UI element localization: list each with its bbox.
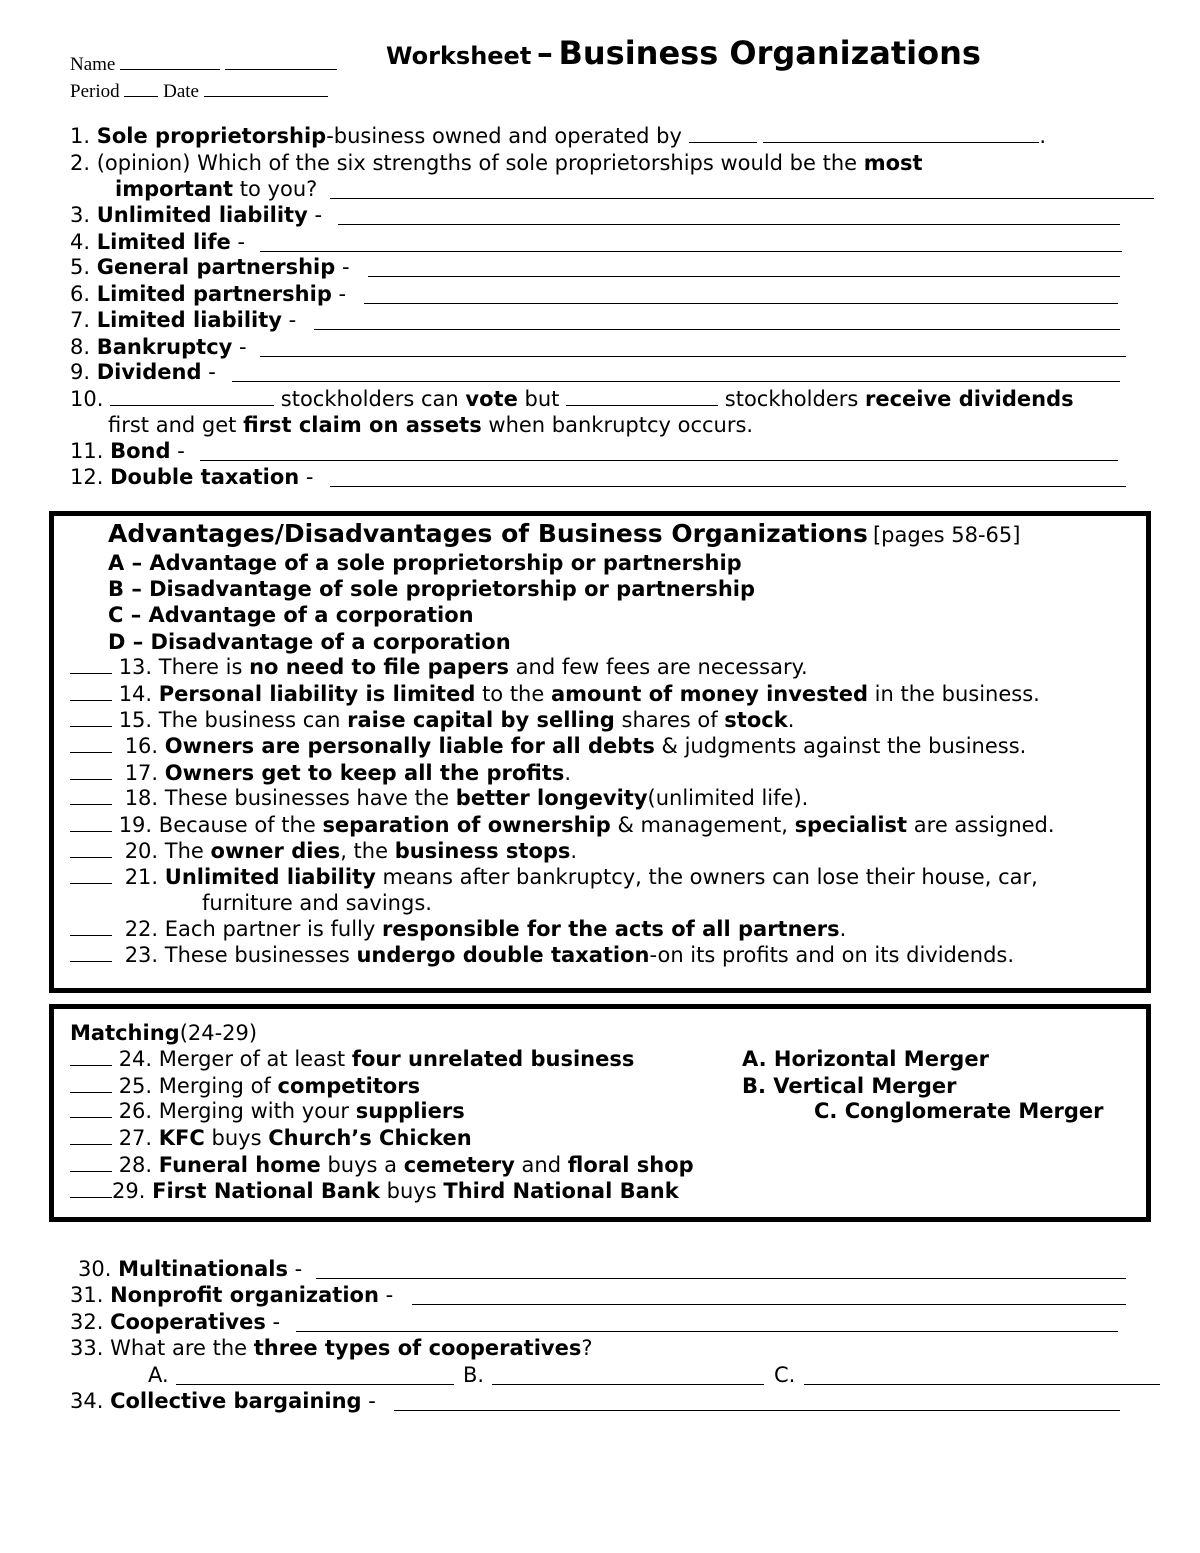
q16-blank[interactable] xyxy=(70,733,112,753)
q19-text-1: Because of the xyxy=(158,813,316,837)
q33-answer-b-label: B. xyxy=(463,1363,485,1387)
q15-blank[interactable] xyxy=(70,707,112,727)
q1-end: . xyxy=(1039,124,1046,148)
q13-text-1: There is xyxy=(158,655,243,679)
period-date-row xyxy=(70,77,328,103)
question-24 xyxy=(70,1046,634,1072)
question-2-line-1 xyxy=(70,150,923,176)
q20-text-2: , the xyxy=(340,839,389,863)
q22-bold-1: responsible for the acts of all partners xyxy=(382,917,840,941)
name-label: Name xyxy=(70,54,116,75)
q8-term: Bankruptcy xyxy=(96,335,233,359)
question-4 xyxy=(70,229,245,255)
q16-bold-1: Owners are personally liable for all debts xyxy=(164,734,655,758)
question-22 xyxy=(70,916,846,942)
q1-number: 1. xyxy=(70,124,91,148)
question-10-line-2 xyxy=(108,412,753,438)
question-13 xyxy=(70,654,808,680)
q29-number: 29. xyxy=(112,1179,146,1203)
q24-blank[interactable] xyxy=(70,1046,112,1066)
q27-bold-2: Church’s Chicken xyxy=(268,1126,472,1150)
q33-number: 33. xyxy=(70,1336,104,1360)
q15-bold-1: raise capital by selling xyxy=(347,708,615,732)
q32-answer-line[interactable] xyxy=(296,1331,1118,1332)
question-32 xyxy=(70,1309,280,1335)
q5-number: 5. xyxy=(70,255,91,279)
q28-bold-1: Funeral home xyxy=(158,1153,321,1177)
q34-answer-line[interactable] xyxy=(394,1410,1120,1411)
q6-answer-line[interactable] xyxy=(364,303,1118,304)
q26-text-1: Merging with your xyxy=(158,1099,350,1123)
option-conglomerate-merger: C. Conglomerate Merger xyxy=(814,1099,1104,1123)
q28-text-1: buys a xyxy=(327,1153,398,1177)
question-33 xyxy=(70,1335,593,1361)
q6-number: 6. xyxy=(70,282,91,306)
q17-text-1: . xyxy=(564,761,572,785)
q1-blank-2[interactable] xyxy=(763,123,1039,143)
q7-answer-line[interactable] xyxy=(314,329,1120,330)
q24-text-1: Merger of at least xyxy=(158,1047,346,1071)
q33-text-2: ? xyxy=(581,1336,593,1360)
question-27 xyxy=(70,1125,472,1151)
q4-answer-line[interactable] xyxy=(260,251,1122,252)
q33-text-1: What are the xyxy=(110,1336,248,1360)
question-6 xyxy=(70,281,346,307)
question-21-line-2 xyxy=(202,890,432,916)
question-25 xyxy=(70,1073,420,1099)
q2-answer-line[interactable] xyxy=(330,198,1154,199)
q20-number: 20. xyxy=(124,839,159,863)
period-label: Period xyxy=(70,81,120,102)
q11-term: Bond xyxy=(110,439,171,463)
q15-text-1: The business can xyxy=(158,708,341,732)
q5-answer-line[interactable] xyxy=(368,276,1120,277)
q26-number: 26. xyxy=(118,1099,153,1123)
q14-bold-1: Personal liability is limited xyxy=(158,682,476,706)
q15-text-2: shares of xyxy=(621,708,718,732)
question-9 xyxy=(70,359,216,385)
q10-blank-1[interactable] xyxy=(110,386,274,406)
q19-number: 19. xyxy=(118,813,153,837)
question-29 xyxy=(70,1178,679,1204)
q17-bold-1: Owners get to keep all the profits xyxy=(164,761,565,785)
q13-bold-1: no need to file papers xyxy=(249,655,509,679)
question-19 xyxy=(70,812,1055,838)
question-12 xyxy=(70,464,314,490)
page-title xyxy=(386,34,981,72)
q4-term: Limited life xyxy=(96,230,231,254)
q18-text-1: These businesses have the xyxy=(164,786,450,810)
q20-bold-2: business stops xyxy=(394,839,571,863)
name-blank-1[interactable] xyxy=(120,50,220,70)
q8-number: 8. xyxy=(70,335,91,359)
q8-dash: - xyxy=(239,335,247,359)
q19-text-2: & management, xyxy=(617,813,788,837)
q30-number: 30. xyxy=(78,1257,112,1281)
q2-number: 2. xyxy=(70,151,91,175)
question-8 xyxy=(70,334,247,360)
question-17 xyxy=(70,760,571,786)
option-vertical-merger: B. Vertical Merger xyxy=(742,1074,957,1098)
q27-bold-1: KFC xyxy=(158,1126,205,1150)
q17-number: 17. xyxy=(124,761,159,785)
q17-blank[interactable] xyxy=(70,760,112,780)
advantages-title xyxy=(108,519,1020,548)
q3-number: 3. xyxy=(70,203,91,227)
q10-text-2: but xyxy=(524,387,560,411)
q15-text-3: . xyxy=(787,708,795,732)
q4-dash: - xyxy=(237,230,246,254)
q33-answer-c-label: C. xyxy=(774,1363,796,1387)
q12-term: Double taxation xyxy=(110,465,300,489)
q33-answer-a-line[interactable] xyxy=(176,1384,454,1385)
question-34 xyxy=(70,1388,376,1414)
question-14 xyxy=(70,681,1040,707)
q10-bold-3: first claim on assets xyxy=(243,413,482,437)
q12-dash: - xyxy=(305,465,314,489)
q9-number: 9. xyxy=(70,360,91,384)
matching-range: (24-29) xyxy=(179,1021,258,1045)
q3-term: Unlimited liability xyxy=(96,203,308,227)
q1-text: -business owned and operated by xyxy=(326,124,682,148)
question-30 xyxy=(78,1256,302,1282)
q13-blank[interactable] xyxy=(70,654,112,674)
q23-text-1: These businesses xyxy=(164,943,350,967)
q21-text-2: furniture and savings. xyxy=(202,891,432,915)
q31-number: 31. xyxy=(70,1283,104,1307)
q29-bold-2: Third National Bank xyxy=(443,1179,679,1203)
q29-blank[interactable] xyxy=(70,1178,112,1198)
q20-text-1: The xyxy=(164,839,204,863)
question-5 xyxy=(70,254,350,280)
q24-bold-1: four unrelated business xyxy=(351,1047,635,1071)
date-blank[interactable] xyxy=(204,77,328,97)
advantages-pages: [pages 58-65] xyxy=(872,523,1021,547)
q9-dash: - xyxy=(208,360,216,384)
q16-text-1: & judgments against the business. xyxy=(661,734,1027,758)
question-26 xyxy=(70,1098,465,1124)
q6-term: Limited partnership xyxy=(96,282,332,306)
q2-text-b: to you? xyxy=(239,177,318,201)
q27-text-1: buys xyxy=(211,1126,262,1150)
q11-answer-line[interactable] xyxy=(200,460,1118,461)
q28-bold-3: floral shop xyxy=(567,1153,694,1177)
q11-number: 11. xyxy=(70,439,104,463)
q21-bold-1: Unlimited liability xyxy=(164,865,376,889)
q28-bold-2: cemetery xyxy=(403,1153,515,1177)
q23-text-2: -on its profits and on its dividends. xyxy=(649,943,1015,967)
question-11 xyxy=(70,438,185,464)
matching-heading: Matching xyxy=(70,1021,180,1045)
q19-blank[interactable] xyxy=(70,812,112,832)
q26-blank[interactable] xyxy=(70,1098,112,1118)
q15-bold-2: stock xyxy=(724,708,788,732)
question-16 xyxy=(70,733,1026,759)
q30-dash: - xyxy=(294,1257,303,1281)
key-d: D – Disadvantage of a corporation xyxy=(108,630,511,654)
q10-text-4: first and get xyxy=(108,413,237,437)
question-23 xyxy=(70,942,1014,968)
q18-number: 18. xyxy=(124,786,159,810)
q10-number: 10. xyxy=(70,387,104,411)
q10-bold-2: receive dividends xyxy=(865,387,1074,411)
q16-number: 16. xyxy=(124,734,159,758)
q31-term: Nonprofit organization xyxy=(110,1283,379,1307)
q14-text-2: in the business. xyxy=(874,682,1040,706)
title-main: Business Organizations xyxy=(558,34,981,72)
q10-blank-2[interactable] xyxy=(566,386,718,406)
q3-dash: - xyxy=(314,203,323,227)
q21-text-1: means after bankruptcy, the owners can lose their house, car, xyxy=(382,865,1038,889)
q33-answer-c-line[interactable] xyxy=(804,1384,1160,1385)
q18-blank[interactable] xyxy=(70,785,112,805)
q10-text-1: stockholders can xyxy=(280,387,459,411)
q1-blank-1[interactable] xyxy=(689,123,757,143)
q32-dash: - xyxy=(272,1310,281,1334)
q2-bold-a: most xyxy=(863,151,923,175)
q32-term: Cooperatives xyxy=(110,1310,266,1334)
question-3 xyxy=(70,202,322,228)
q23-blank[interactable] xyxy=(70,942,112,962)
q23-number: 23. xyxy=(124,943,159,967)
q25-bold-1: competitors xyxy=(277,1074,421,1098)
q28-blank[interactable] xyxy=(70,1152,112,1172)
q27-number: 27. xyxy=(118,1126,153,1150)
q18-bold-1: better longevity xyxy=(455,786,648,810)
q9-term: Dividend xyxy=(96,360,202,384)
q2-text-a: (opinion) Which of the six strengths of sole proprietorships would be the xyxy=(96,151,858,175)
q6-dash: - xyxy=(338,282,347,306)
q20-blank[interactable] xyxy=(70,838,112,858)
question-2-line-2 xyxy=(115,176,317,202)
q14-bold-2: amount of money invested xyxy=(550,682,868,706)
q29-bold-1: First National Bank xyxy=(152,1179,380,1203)
q7-number: 7. xyxy=(70,308,91,332)
q22-number: 22. xyxy=(124,917,159,941)
q15-number: 15. xyxy=(118,708,153,732)
q10-text-5: when bankruptcy occurs. xyxy=(488,413,754,437)
title-prefix: Worksheet xyxy=(386,42,532,70)
key-b: B – Disadvantage of sole proprietorship or partnership xyxy=(108,577,756,601)
q33-answer-b-line[interactable] xyxy=(492,1384,764,1385)
advantages-heading: Advantages/Disadvantages of Business Organizations xyxy=(108,519,868,548)
q7-term: Limited liability xyxy=(96,308,282,332)
q20-text-3: . xyxy=(570,839,578,863)
q33-bold-1: three types of cooperatives xyxy=(253,1336,582,1360)
q33-answer-a-label: A. xyxy=(148,1363,169,1387)
q8-answer-line[interactable] xyxy=(260,356,1126,357)
q10-bold-1: vote xyxy=(465,387,518,411)
q31-dash: - xyxy=(385,1283,394,1307)
q19-bold-2: specialist xyxy=(794,813,908,837)
key-a: A – Advantage of a sole proprietorship or partnership xyxy=(108,551,742,575)
q29-text-1: buys xyxy=(386,1179,437,1203)
q3-answer-line[interactable] xyxy=(338,224,1120,225)
q22-text-2: . xyxy=(839,917,847,941)
q27-blank[interactable] xyxy=(70,1125,112,1145)
q34-number: 34. xyxy=(70,1389,104,1413)
period-blank[interactable] xyxy=(124,77,158,97)
q21-blank[interactable] xyxy=(70,864,112,884)
q2-bold-b: important xyxy=(115,177,234,201)
q13-number: 13. xyxy=(118,655,153,679)
q12-answer-line[interactable] xyxy=(330,486,1126,487)
q5-term: General partnership xyxy=(96,255,336,279)
q11-dash: - xyxy=(177,439,185,463)
q26-bold-1: suppliers xyxy=(355,1099,465,1123)
q21-number: 21. xyxy=(124,865,159,889)
q18-text-2: (unlimited life). xyxy=(647,786,809,810)
q19-bold-1: separation of ownership xyxy=(322,813,611,837)
q1-term: Sole proprietorship xyxy=(96,124,327,148)
option-horizontal-merger: A. Horizontal Merger xyxy=(742,1047,989,1071)
q28-text-2: and xyxy=(521,1153,562,1177)
q14-text-1: to the xyxy=(482,682,545,706)
q30-answer-line[interactable] xyxy=(316,1278,1126,1279)
q24-number: 24. xyxy=(118,1047,153,1071)
q7-dash: - xyxy=(288,308,297,332)
q4-number: 4. xyxy=(70,230,91,254)
q28-number: 28. xyxy=(118,1153,153,1177)
question-18 xyxy=(70,785,808,811)
q23-bold-1: undergo double taxation xyxy=(356,943,650,967)
q25-number: 25. xyxy=(118,1074,153,1098)
q14-blank[interactable] xyxy=(70,681,112,701)
q20-bold-1: owner dies xyxy=(210,839,341,863)
q22-text-1: Each partner is fully xyxy=(164,917,376,941)
question-1 xyxy=(70,123,1046,149)
title-dash: – xyxy=(536,34,553,72)
question-21-line-1 xyxy=(70,864,1038,890)
q14-number: 14. xyxy=(118,682,153,706)
name-label-row xyxy=(70,50,337,76)
q9-answer-line[interactable] xyxy=(232,381,1120,382)
q32-number: 32. xyxy=(70,1310,104,1334)
q34-dash: - xyxy=(368,1389,376,1413)
question-31 xyxy=(70,1282,393,1308)
q30-term: Multinationals xyxy=(118,1257,288,1281)
question-15 xyxy=(70,707,794,733)
q31-answer-line[interactable] xyxy=(412,1304,1126,1305)
q25-blank[interactable] xyxy=(70,1073,112,1093)
q34-term: Collective bargaining xyxy=(110,1389,362,1413)
q13-text-2: and few fees are necessary. xyxy=(515,655,808,679)
name-blank-2[interactable] xyxy=(225,50,337,70)
key-c: C – Advantage of a corporation xyxy=(108,603,474,627)
date-label: Date xyxy=(163,81,199,102)
q12-number: 12. xyxy=(70,465,104,489)
question-20 xyxy=(70,838,577,864)
q19-text-3: are assigned. xyxy=(913,813,1055,837)
q5-dash: - xyxy=(341,255,350,279)
q25-text-1: Merging of xyxy=(158,1074,271,1098)
question-10-line-1 xyxy=(70,386,1074,412)
question-7 xyxy=(70,307,296,333)
q10-text-3: stockholders xyxy=(724,387,859,411)
matching-title xyxy=(70,1020,257,1046)
question-28 xyxy=(70,1152,694,1178)
q22-blank[interactable] xyxy=(70,916,112,936)
